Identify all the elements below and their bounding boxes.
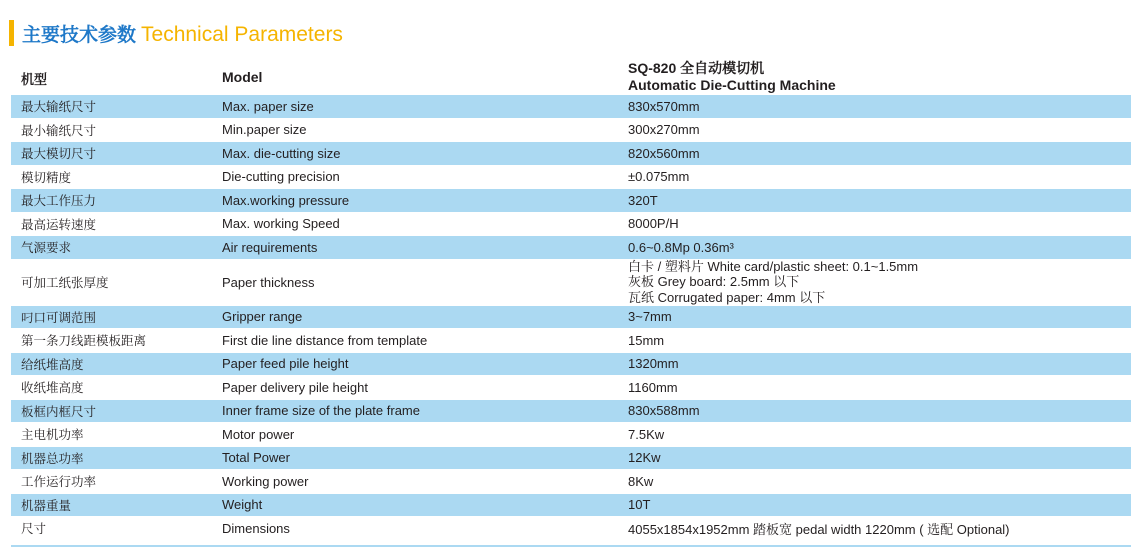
table-row <box>11 423 1131 447</box>
table-row <box>11 306 1131 330</box>
param-name-cn: 最大输纸尺寸 <box>21 99 97 115</box>
param-name-cn: 给纸堆高度 <box>21 356 84 372</box>
header-machine-name <box>628 60 836 94</box>
page-title-en: Technical Parameters <box>141 23 343 46</box>
param-value: 8000P/H <box>628 216 679 232</box>
param-name-cn: 叼口可调范围 <box>21 309 97 325</box>
param-name-en: Weight <box>222 497 263 513</box>
param-name-cn: 机器重量 <box>21 497 72 513</box>
table-row <box>11 213 1131 237</box>
param-value: 830x570mm <box>628 98 700 114</box>
header-model-en: Model <box>222 69 263 85</box>
param-value: 300x270mm <box>628 122 700 138</box>
param-name-en: Paper feed pile height <box>222 356 349 372</box>
param-name-en: Motor power <box>222 426 295 442</box>
param-name-cn: 第一条刀线距模板距离 <box>21 333 147 349</box>
header-machine-type: Automatic Die-Cutting Machine <box>628 77 836 93</box>
table-row <box>11 494 1131 518</box>
param-value: 12Kw <box>628 450 661 466</box>
param-name-cn: 最小输纸尺寸 <box>21 122 97 138</box>
page-title-cn: 主要技术参数 <box>22 24 137 46</box>
param-value: 820x560mm <box>628 145 700 161</box>
param-name-cn: 模切精度 <box>21 169 72 185</box>
param-name-cn: 工作运行功率 <box>21 474 97 490</box>
table-row <box>11 260 1131 306</box>
param-name-en: Inner frame size of the plate frame <box>222 403 420 419</box>
param-value <box>628 260 918 305</box>
table-row <box>11 189 1131 213</box>
param-value-line: 白卡 / 塑料片 White card/plastic sheet: 0.1~1.5mm <box>628 258 919 274</box>
param-value: 3~7mm <box>628 309 672 325</box>
param-name-cn: 收纸堆高度 <box>21 380 84 396</box>
param-name-en: Min.paper size <box>222 122 307 138</box>
param-name-cn: 气源要求 <box>21 240 72 256</box>
param-name-en: First die line distance from template <box>222 332 428 348</box>
param-name-en: Die-cutting precision <box>222 169 340 185</box>
param-name-en: Dimensions <box>222 520 290 536</box>
table-row <box>11 517 1131 541</box>
page-title <box>22 21 343 49</box>
table-row <box>11 353 1131 377</box>
param-value: 1320mm <box>628 356 679 372</box>
param-value: 4055x1854x1952mm 踏板宽 pedal width 1220mm ( 选配 Optional) <box>628 521 1010 537</box>
param-value: 8Kw <box>628 473 654 489</box>
header-machine-model: SQ-820 全自动模切机 <box>628 60 765 76</box>
param-value: 1160mm <box>628 379 678 395</box>
param-name-en: Paper thickness <box>222 274 315 290</box>
param-name-en: Gripper range <box>222 309 303 325</box>
table-row <box>11 376 1131 400</box>
param-value: 320T <box>628 192 658 208</box>
table-row <box>11 95 1131 119</box>
param-value-line: 灰板 Grey board: 2.5mm 以下 <box>628 274 800 290</box>
param-value: 7.5Kw <box>628 426 665 442</box>
param-name-cn: 可加工纸张厚度 <box>21 275 109 290</box>
param-name-cn: 机器总功率 <box>21 450 84 466</box>
param-name-en: Total Power <box>222 450 290 466</box>
param-name-en: Working power <box>222 473 309 489</box>
param-name-en: Paper delivery pile height <box>222 379 368 395</box>
param-name-en: Max.working pressure <box>222 192 350 208</box>
table-row <box>11 142 1131 166</box>
param-name-cn: 尺寸 <box>21 521 47 537</box>
header-model-cn: 机型 <box>21 73 48 88</box>
param-value-line: 瓦纸 Corrugated paper: 4mm 以下 <box>628 289 826 305</box>
param-name-cn: 最高运转速度 <box>21 216 97 232</box>
table-row <box>11 236 1131 260</box>
param-name-cn: 板框内框尺寸 <box>21 403 97 419</box>
param-value: 830x588mm <box>628 403 700 419</box>
param-value: 0.6~0.8Mp 0.36m³ <box>628 239 734 255</box>
param-name-en: Max. working Speed <box>222 216 340 232</box>
table-row <box>11 470 1131 494</box>
param-name-en: Air requirements <box>222 239 318 255</box>
parameter-table <box>11 95 1131 541</box>
table-header <box>11 60 1131 94</box>
param-value: 15mm <box>628 332 665 348</box>
param-name-cn: 最大工作压力 <box>21 193 97 209</box>
table-row <box>11 447 1131 471</box>
param-name-cn: 最大模切尺寸 <box>21 146 97 162</box>
table-row <box>11 119 1131 143</box>
title-accent-bar <box>9 20 14 46</box>
param-name-cn: 主电机功率 <box>21 427 84 443</box>
param-name-en: Max. die-cutting size <box>222 145 341 161</box>
table-row <box>11 329 1131 353</box>
table-bottom-rule <box>11 545 1131 547</box>
param-name-en: Max. paper size <box>222 98 314 114</box>
param-value: 10T <box>628 497 651 513</box>
table-row <box>11 166 1131 190</box>
table-row <box>11 400 1131 424</box>
param-value: ±0.075mm <box>628 169 690 185</box>
